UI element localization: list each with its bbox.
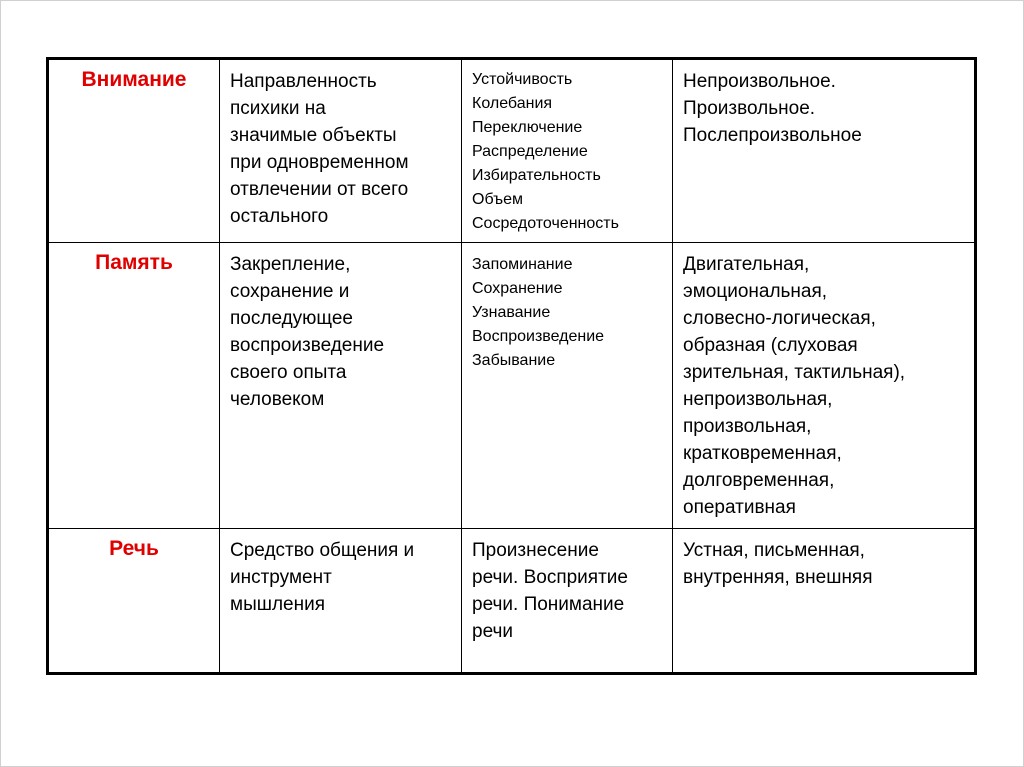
types-cell (673, 59, 976, 243)
row-label: Внимание (81, 68, 187, 91)
table-row-speech (48, 529, 976, 674)
definition-line: отвлечении от всего (230, 179, 409, 200)
definition-line: Направленность (230, 71, 377, 92)
definition-line: воспроизведение (230, 335, 385, 356)
process-line: Колебания (472, 95, 553, 112)
process-line: Объем (472, 191, 523, 208)
definition-line: мышления (230, 594, 326, 615)
processes-cell (462, 529, 673, 674)
row-label: Память (95, 251, 173, 274)
table-row-memory (48, 243, 976, 529)
type-line: образная (слуховая (683, 335, 858, 356)
type-line: Устная, письменная, (683, 540, 865, 561)
process-line: Воспроизведение (472, 328, 605, 345)
process-line: Сохранение (472, 280, 563, 297)
definition-cell (220, 59, 462, 243)
row-label-cell (48, 243, 220, 529)
type-line: оперативная (683, 497, 796, 518)
processes-cell (462, 59, 673, 243)
psychology-table (46, 57, 977, 675)
type-line: Двигательная, (683, 254, 810, 275)
process-line: Сосредоточенность (472, 215, 619, 232)
definition-line: сохранение и (230, 281, 350, 302)
process-line: речи (472, 621, 514, 642)
process-line: Избирательность (472, 167, 601, 184)
type-line: непроизвольная, (683, 389, 833, 410)
type-line: внутренняя, внешняя (683, 567, 873, 588)
process-line: Запоминание (472, 256, 573, 273)
types-cell (673, 529, 976, 674)
type-line: Послепроизвольное (683, 125, 862, 146)
definition-line: значимые объекты (230, 125, 397, 146)
definition-cell (220, 529, 462, 674)
type-line: Непроизвольное. (683, 71, 836, 92)
process-line: Распределение (472, 143, 588, 160)
row-label-cell (48, 529, 220, 674)
type-line: зрительная, тактильная), (683, 362, 906, 383)
type-line: произвольная, (683, 416, 812, 437)
definition-line: при одновременном (230, 152, 409, 173)
table-row-attention (48, 59, 976, 243)
process-line: Произнесение (472, 540, 599, 561)
definition-line: инструмент (230, 567, 332, 588)
row-label: Речь (109, 537, 159, 560)
type-line: эмоциональная, (683, 281, 828, 302)
definition-line: человеком (230, 389, 325, 410)
definition-line: последующее (230, 308, 353, 329)
process-line: Устойчивость (472, 71, 573, 88)
types-cell (673, 243, 976, 529)
definition-line: психики на (230, 98, 326, 119)
process-line: Переключение (472, 119, 583, 136)
process-line: речи. Понимание (472, 594, 625, 615)
definition-line: остального (230, 206, 329, 227)
type-line: словесно-логическая, (683, 308, 876, 329)
definition-line: Средство общения и (230, 540, 415, 561)
definition-line: своего опыта (230, 362, 347, 383)
definition-cell (220, 243, 462, 529)
row-label-cell (48, 59, 220, 243)
processes-cell (462, 243, 673, 529)
process-line: речи. Восприятие (472, 567, 628, 588)
process-line: Забывание (472, 352, 556, 369)
type-line: долговременная, (683, 470, 835, 491)
process-line: Узнавание (472, 304, 551, 321)
type-line: кратковременная, (683, 443, 842, 464)
type-line: Произвольное. (683, 98, 816, 119)
definition-line: Закрепление, (230, 254, 351, 275)
